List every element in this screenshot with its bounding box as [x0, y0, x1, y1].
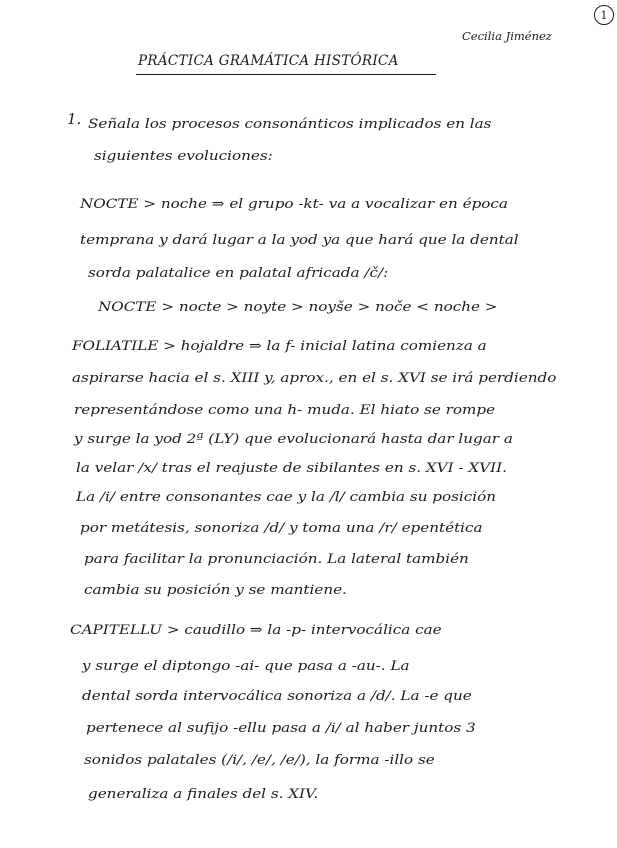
example-line: y surge el diptongo -ai- que pasa a -au-. La	[82, 659, 410, 674]
page-number-circle	[594, 5, 614, 25]
example-line: la velar /x/ tras el reajuste de sibilantes en s. XVI - XVII.	[76, 461, 507, 476]
example-line: aspirarse hacia el s. XIII y, aprox., en el s. XVI se irá perdiendo	[72, 371, 557, 386]
example-line: y surge la yod 2ª (LY) que evolucionará hasta dar lugar a	[74, 432, 513, 447]
page-number: 1	[600, 8, 608, 22]
page-title: PRÁCTICA GRAMÁTICA HISTÓRICA	[138, 53, 399, 69]
example-line: para facilitar la pronunciación. La lateral también	[84, 552, 469, 567]
example-line: representándose como una h- muda. El hiato se rompe	[74, 403, 496, 418]
statement-line: siguientes evoluciones:	[94, 149, 273, 164]
example-line: dental sorda intervocálica sonoriza a /d/. La -e que	[82, 689, 472, 704]
example-line: NOCTE > nocte > noyte > noyše > noče < noche >	[98, 300, 498, 315]
example-line: sorda palatalice en palatal africada /č/:	[88, 266, 389, 281]
statement-line: Señala los procesos consonánticos implicados en las	[88, 117, 492, 132]
exercise-number: 1.	[67, 110, 82, 128]
example-line: pertenece al sufijo -ellu pasa a /i/ al haber juntos 3	[86, 721, 476, 736]
example-line: NOCTE > noche ⇒ el grupo -kt- va a vocalizar en época	[80, 197, 508, 212]
example-line: por metátesis, sonoriza /d/ y toma una /r/ epentética	[80, 521, 483, 536]
author-name: Cecilia Jiménez	[462, 29, 552, 43]
example-line: sonidos palatales (/i/, /e/, /e/), la forma -illo se	[84, 753, 435, 768]
example-line: CAPITELLU > caudillo ⇒ la -p- intervocálica cae	[70, 623, 442, 638]
example-line: temprana y dará lugar a la yod ya que hará que la dental	[80, 233, 519, 248]
example-line: FOLIATILE > hojaldre ⇒ la f- inicial latina comienza a	[72, 339, 487, 354]
example-line: La /i/ entre consonantes cae y la /l/ cambia su posición	[76, 490, 497, 505]
example-line: generaliza a finales del s. XIV.	[88, 787, 319, 802]
title-underline	[136, 74, 436, 75]
example-line: cambia su posición y se mantiene.	[84, 583, 347, 598]
